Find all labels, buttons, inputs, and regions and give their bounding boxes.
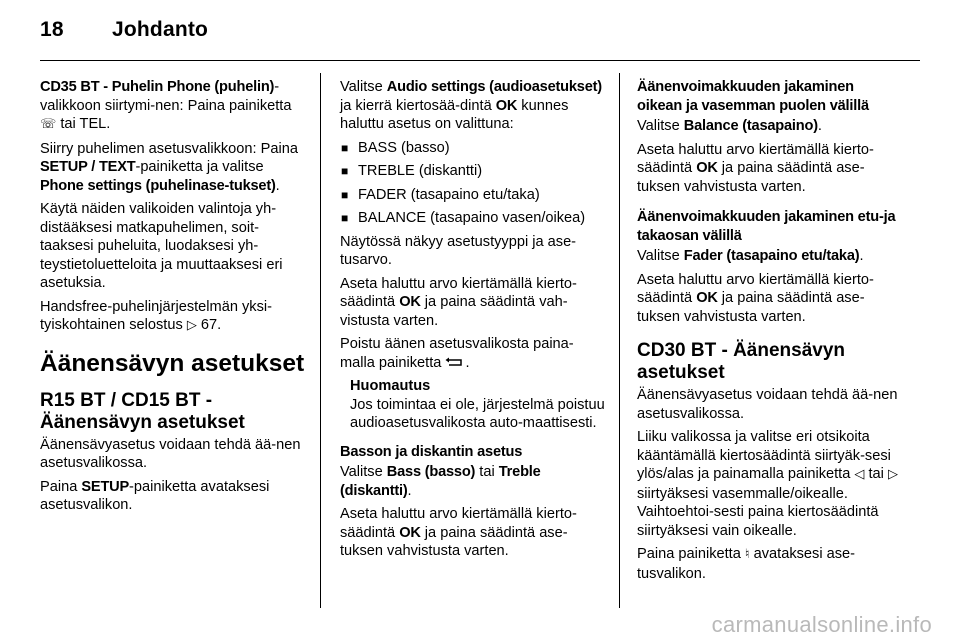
note-box xyxy=(350,377,605,433)
phone-icon: ☏ xyxy=(40,117,57,132)
column-divider-1 xyxy=(320,73,321,608)
section-heading: Äänensävyn asetukset xyxy=(40,349,305,377)
page-reference[interactable]: 67. xyxy=(200,317,222,333)
paragraph: Valitse Bass (basso) tai Treble (diskantti). xyxy=(340,464,541,499)
column-divider-2 xyxy=(619,73,620,608)
list-item: ■ FADER (tasapaino etu/taka) xyxy=(340,186,605,205)
arrow-right-icon: ▷ xyxy=(887,467,898,482)
paragraph: Äänensävyasetus voidaan tehdä ää-nen asetusvalikossa. xyxy=(637,387,898,422)
paragraph: Näytössä näkyy asetustyyppi ja ase-tusarvo. xyxy=(340,233,577,268)
paragraph: Valitse Balance (tasapaino). xyxy=(637,118,822,134)
watermark: carmanualsonline.info xyxy=(711,612,932,637)
list-item: ■ TREBLE (diskantti) xyxy=(340,162,605,181)
paragraph: Handsfree-puhelinjärjestelmän yksi-tyiskohtainen selostus ▷ 67. xyxy=(40,298,272,333)
paragraph: Aseta haluttu arvo kiertämällä kierto-säädintä OK ja paina säädintä ase-tuksen vahvistusta varten. xyxy=(637,271,874,325)
paragraph: Aseta haluttu arvo kiertämällä kierto-säädintä OK ja paina säädintä ase-tuksen vahvistusta varten. xyxy=(340,506,577,559)
paragraph: Aseta haluttu arvo kiertämällä kierto-säädintä OK ja paina säädintä ase-tuksen vahvistusta varten. xyxy=(637,141,874,195)
paragraph: Aseta haluttu arvo kiertämällä kierto-säädintä OK ja paina säädintä vah-vistusta varten. xyxy=(340,275,577,329)
paragraph: Liiku valikossa ja valitse eri otsikoita kääntämällä kiertosäädintä siirtyäk-sesi ylös/alas ja painamalla painiketta ◁ tai ▷ siirtyäksesi vasemmalle/oikealle. Vaihtoehtoi-sesti paina kiertosäädintä siirtyäksesi vain oikealle. xyxy=(637,429,898,539)
tone-settings-icon: ♮ xyxy=(744,547,750,562)
subheading: Basson ja diskantin asetus xyxy=(340,443,523,460)
note-text: Jos toimintaa ei ole, järjestelmä poistuu audioasetusvalikosta auto-maattisesti. xyxy=(350,396,605,431)
settings-list xyxy=(340,139,605,228)
paragraph: CD35 BT - Puhelin Phone (puhelin)-valikkoon siirtymi-nen: Paina painiketta ☏ tai TEL. xyxy=(40,79,292,132)
paragraph: Paina SETUP-painiketta avataksesi asetusvalikon. xyxy=(40,478,270,513)
subsection-heading: R15 BT / CD15 BT - Äänensävyn asetukset xyxy=(40,389,245,433)
paragraph: Äänensävyasetus voidaan tehdä ää-nen asetusvalikossa. xyxy=(40,436,301,471)
arrow-left-icon: ◁ xyxy=(854,467,865,482)
paragraph: Käytä näiden valikoiden valintoja yh-distääksesi matkapuhelimen, soit-taaksesi puheluita, luodaksesi yh-teystietoluetteloita ja muuttaaksesi eri asetuksia. xyxy=(40,201,283,291)
paragraph: Valitse Audio settings (audioasetukset) ja kierrä kiertosää-dintä OK kunnes haluttu asetus on valittuna: xyxy=(340,79,602,132)
subheading: Äänenvoimakkuuden jakaminen etu-ja takaosan välillä xyxy=(637,209,896,244)
page-header xyxy=(40,18,208,42)
subheading: Äänenvoimakkuuden jakaminen oikean ja vasemman puolen välillä xyxy=(637,79,869,114)
page-reference-icon: ▷ xyxy=(186,318,197,333)
back-icon xyxy=(445,357,465,368)
paragraph: Siirry puhelimen asetusvalikkoon: Paina SETUP / TEXT-painiketta ja valitse Phone settings (puhelinase-tukset). xyxy=(40,140,298,194)
page-title: Johdanto xyxy=(112,18,209,41)
page-number: 18 xyxy=(40,18,64,41)
column-2 xyxy=(340,78,605,566)
paragraph: Valitse Fader (tasapaino etu/taka). xyxy=(637,248,864,264)
header-rule xyxy=(40,60,920,61)
list-item: ■ BASS (basso) xyxy=(340,139,605,158)
paragraph: Paina painiketta ♮ avataksesi ase-tusvalikon. xyxy=(637,546,856,582)
paragraph: Poistu äänen asetusvalikosta paina-malla painiketta . xyxy=(340,336,574,371)
note-title: Huomautus xyxy=(350,378,431,394)
list-item: ■ BALANCE (tasapaino vasen/oikea) xyxy=(340,209,605,228)
column-1 xyxy=(40,78,305,520)
subsection-heading: CD30 BT - Äänensävyn asetukset xyxy=(637,340,846,383)
column-3 xyxy=(637,78,902,588)
